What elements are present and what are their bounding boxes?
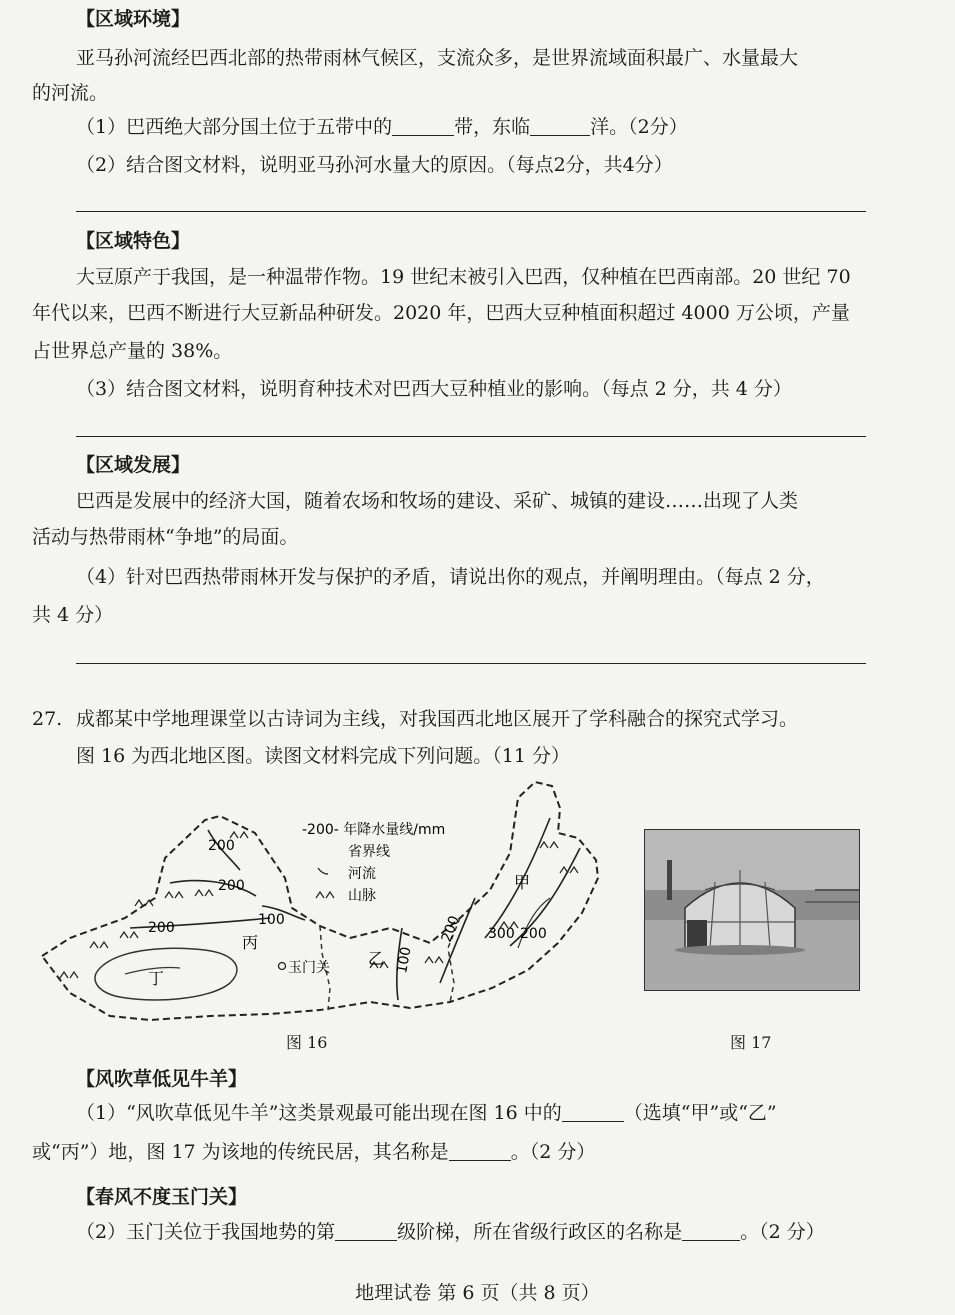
yurt-illustration	[645, 830, 859, 990]
label-yumen: 玉门关	[288, 960, 330, 976]
label-yi: 乙	[368, 949, 385, 968]
question-text: 。（2 分）	[740, 1221, 825, 1243]
isoline-label: 200	[208, 838, 235, 854]
isoline-label: 100	[258, 912, 285, 928]
paragraph-line: 年代以来，巴西不断进行大豆新品种研发。2020 年，巴西大豆种植面积超过 4000 万公顷，产量	[32, 302, 850, 324]
section-heading-grassland: 【风吹草低见牛羊】	[76, 1068, 248, 1090]
question-text: （1）巴西绝大部分国土位于五带中的	[76, 116, 393, 138]
basin-outline	[95, 948, 237, 1000]
answer-line	[76, 436, 866, 437]
question-4: （4）针对巴西热带雨林开发与保护的矛盾，请说出你的观点，并阐明理由。（每点 2 分，	[76, 566, 825, 588]
isoline-label: 200	[148, 920, 175, 936]
mountain-symbols	[60, 832, 578, 978]
legend-boundary: 省界线	[348, 844, 390, 860]
question-27-2	[76, 1219, 825, 1245]
figure-17-caption: 图 17	[730, 1033, 772, 1052]
isoline-label: 300	[488, 926, 515, 942]
isoline-label: 100	[394, 945, 415, 975]
answer-blank	[392, 117, 454, 136]
question-2: （2）结合图文材料，说明亚马孙河水量大的原因。（每点2分，共4分）	[76, 154, 673, 176]
question-text: 或“丙”）地，图 17 为该地的传统民居，其名称是	[32, 1141, 449, 1163]
legend-river-symbol	[318, 868, 328, 874]
question-text: 级阶梯，所在省级行政区的名称是	[397, 1221, 683, 1243]
paragraph-line: 占世界总产量的 38%。	[32, 340, 233, 362]
answer-blank	[335, 1222, 397, 1241]
label-jia: 甲	[514, 873, 531, 892]
page-footer: 地理试卷 第 6 页（共 8 页）	[355, 1282, 600, 1304]
answer-line	[76, 663, 866, 664]
section-heading-features: 【区域特色】	[76, 230, 191, 252]
question-text: 。（2 分）	[510, 1141, 596, 1163]
question-27-1-cont	[32, 1139, 595, 1165]
question-27-line: 成都某中学地理课堂以古诗词为主线，对我国西北地区展开了学科融合的探究式学习。	[76, 708, 799, 730]
question-text: （选填“甲”或“乙”	[623, 1102, 777, 1124]
yurt-photo	[644, 829, 860, 991]
northwest-map	[30, 778, 620, 1028]
answer-blank	[530, 117, 590, 136]
label-ding: 丁	[148, 969, 165, 988]
legend-isoline: -200- 年降水量线/mm	[302, 822, 446, 838]
question-27-1	[76, 1100, 777, 1126]
figure-16-caption: 图 16	[286, 1033, 328, 1052]
legend-river: 河流	[348, 866, 376, 882]
answer-blank	[449, 1142, 511, 1161]
question-27-line: 图 16 为西北地区图。读图文材料完成下列问题。（11 分）	[76, 745, 570, 767]
question-1	[76, 114, 688, 140]
region-boundary	[42, 782, 598, 1020]
answer-line	[76, 211, 866, 212]
isoline-label: 200	[218, 878, 245, 894]
section-heading-yumen: 【春风不度玉门关】	[76, 1186, 248, 1208]
section-heading-development: 【区域发展】	[76, 454, 191, 476]
label-bing: 丙	[242, 933, 259, 952]
question-text: （1）“风吹草低见牛羊”这类景观最可能出现在图 16 中的	[76, 1102, 562, 1124]
section-heading-environment: 【区域环境】	[76, 8, 191, 30]
question-text: 带，东临	[454, 116, 531, 138]
question-text: 洋。（2分）	[590, 116, 688, 138]
paragraph-line: 亚马孙河流经巴西北部的热带雨林气候区，支流众多，是世界流域面积最广、水量最大	[76, 47, 799, 69]
paragraph-line: 活动与热带雨林“争地”的局面。	[32, 526, 299, 548]
isoline-label: 200	[520, 926, 547, 942]
paragraph-line: 的河流。	[32, 82, 109, 104]
paragraph-line: 巴西是发展中的经济大国，随着农场和牧场的建设、采矿、城镇的建设……出现了人类	[76, 490, 799, 512]
question-27-number: 27.	[32, 708, 63, 730]
answer-blank	[562, 1103, 624, 1122]
question-text: （2）玉门关位于我国地势的第	[76, 1221, 336, 1243]
legend-mountain: 山脉	[348, 888, 376, 904]
answer-blank	[682, 1222, 740, 1241]
paragraph-line: 大豆原产于我国，是一种温带作物。19 世纪末被引入巴西，仅种植在巴西南部。20 世纪 70	[76, 266, 851, 288]
question-3: （3）结合图文材料，说明育种技术对巴西大豆种植业的影响。（每点 2 分，共 4 分）	[76, 378, 792, 400]
yumen-pass-marker	[279, 963, 286, 970]
legend-mountain-symbol	[316, 892, 334, 898]
question-4-cont: 共 4 分）	[32, 604, 114, 626]
isoline-label: 200	[438, 913, 463, 945]
